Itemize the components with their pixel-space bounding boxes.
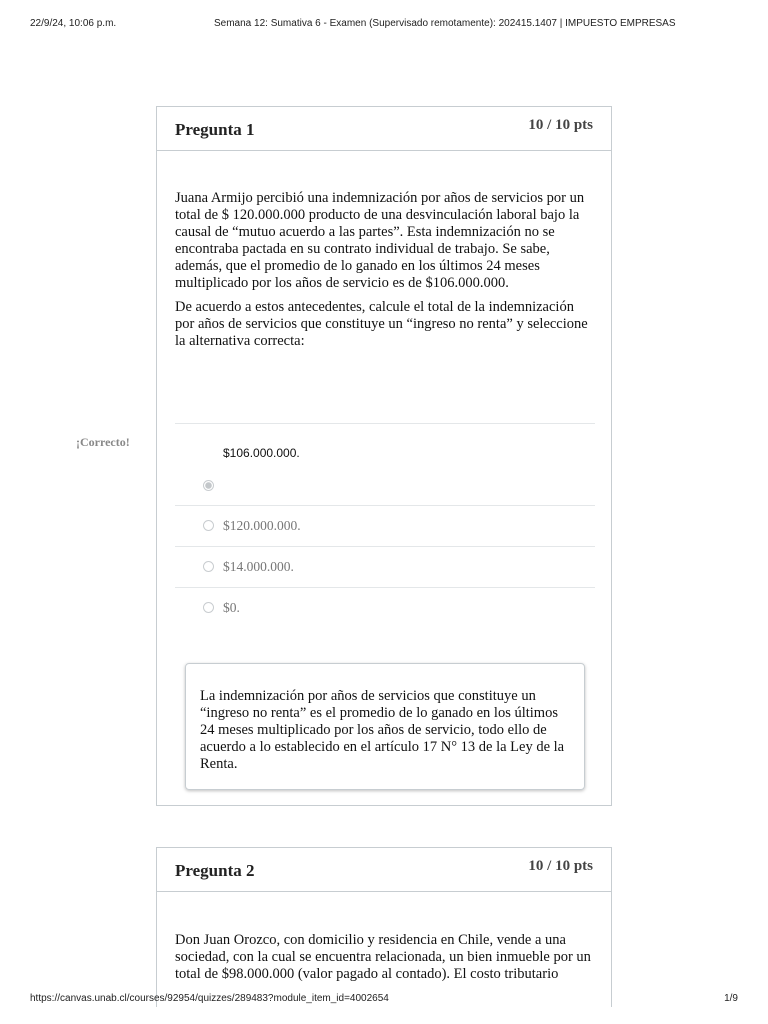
question-card xyxy=(156,847,612,1007)
answer-option-correct[interactable] xyxy=(175,424,595,506)
radio-selected[interactable] xyxy=(203,480,214,491)
answer-label: $120.000.000. xyxy=(223,518,301,533)
answer-label: $14.000.000. xyxy=(223,559,294,574)
print-url: https://canvas.unab.cl/courses/92954/quizzes/289483?module_item_id=4002654 xyxy=(30,993,389,1004)
correct-answer-tag: ¡Correcto! xyxy=(76,430,158,454)
answer-feedback: La indemnización por años de servicios que constituye un “ingreso no renta” es el promedio de lo ganado en los últimos 24 meses multiplicado por los años de servicio, todo ello de acuerdo a lo establecido en el artículo 17 N° 13 de la Ley de la Renta. xyxy=(185,663,585,790)
answer-option[interactable] xyxy=(175,547,595,588)
answer-list xyxy=(175,423,595,628)
answer-label: $0. xyxy=(223,600,240,615)
print-page-title: Semana 12: Sumativa 6 - Examen (Supervisado remotamente): 202415.1407 | IMPUESTO EMPRESAS xyxy=(214,18,676,29)
question-title: Pregunta 2 xyxy=(175,861,255,880)
question-title: Pregunta 1 xyxy=(175,120,255,139)
radio-button[interactable] xyxy=(203,561,214,572)
print-page-number: 1/9 xyxy=(724,993,738,1004)
question-card xyxy=(156,106,612,806)
question-text xyxy=(157,151,611,350)
radio-button[interactable] xyxy=(203,602,214,613)
answer-label: $106.000.000. xyxy=(223,446,300,460)
answer-option[interactable] xyxy=(175,588,595,628)
question-paragraph: Don Juan Orozco, con domicilio y residencia en Chile, vende a una sociedad, con la cual se encuentra relacionada, un bien inmueble por un total de $98.000.000 (valor pagado al contado). El costo tributario xyxy=(175,932,591,982)
question-paragraph: Juana Armijo percibió una indemnización por años de servicios por un total de $ 120.000.000 producto de una desvinculación laboral bajo la causal de “mutuo acuerdo a las partes”. Esta indemnización no se encontraba pactada en su contrato individual de trabajo. Se sabe, además, que el promedio de lo ganado en los últimos 24 meses multiplicado por los años de servicio es de $106.000.000. xyxy=(175,190,585,291)
question-points: 10 / 10 pts xyxy=(528,117,593,133)
radio-button[interactable] xyxy=(203,520,214,531)
question-points: 10 / 10 pts xyxy=(528,858,593,874)
question-header xyxy=(157,107,611,151)
question-header xyxy=(157,848,611,892)
question-text xyxy=(157,892,611,983)
print-datetime: 22/9/24, 10:06 p.m. xyxy=(30,18,117,29)
question-paragraph: De acuerdo a estos antecedentes, calcule el total de la indemnización por años de servicios que constituye un “ingreso no renta” y seleccione la alternativa correcta: xyxy=(175,299,588,349)
answer-option[interactable] xyxy=(175,506,595,547)
